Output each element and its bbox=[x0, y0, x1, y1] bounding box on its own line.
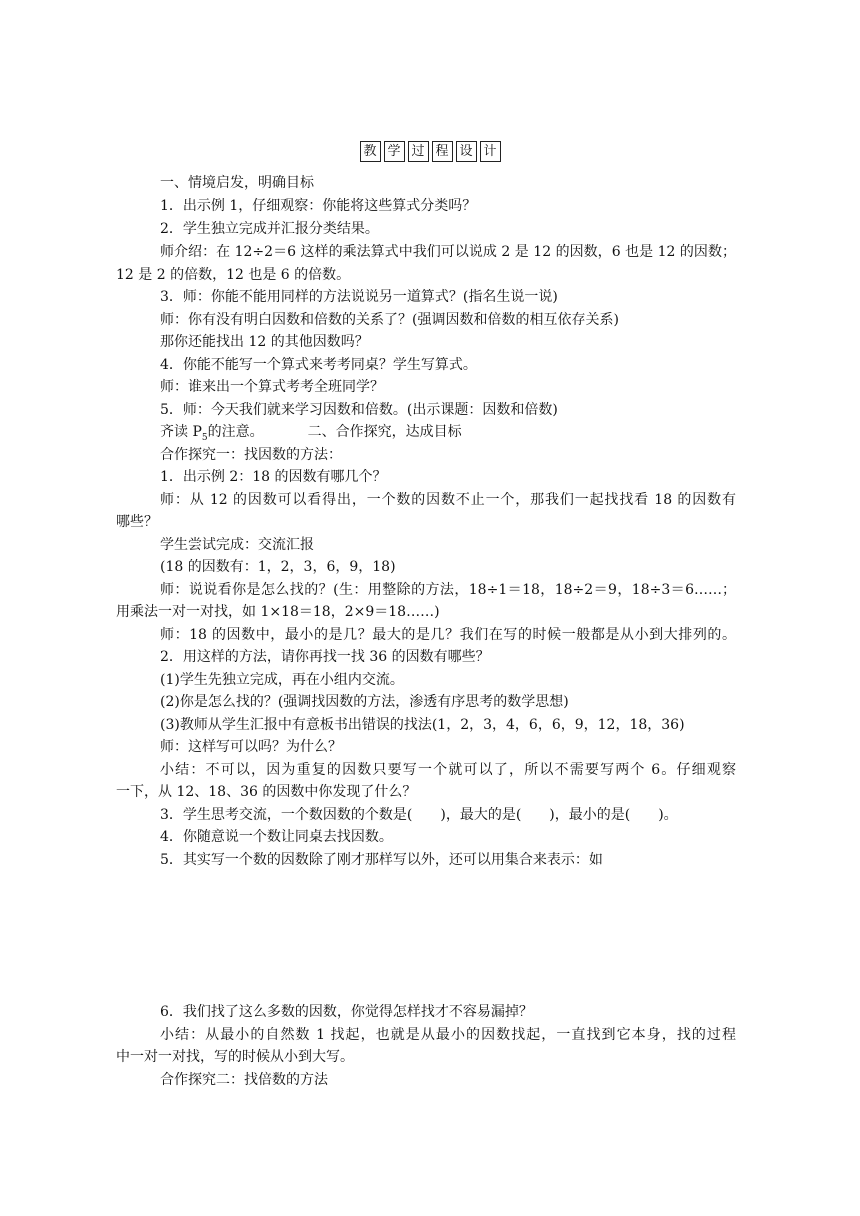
paragraph-line: (1)学生先独立完成，再在小组内交流。 bbox=[160, 672, 404, 688]
paragraph-line: 师：从 12 的因数可以看得出，一个数的因数不止一个，那我们一起找找看 18 的因数有 bbox=[160, 492, 736, 508]
paragraph-line: 2．学生独立完成并汇报分类结果。 bbox=[160, 221, 379, 237]
section-heading: 二、合作探究，达成目标 bbox=[307, 424, 462, 440]
paragraph-line: 4．你随意说一个数让同桌去找因数。 bbox=[160, 829, 393, 845]
subsection-heading: 合作探究二：找倍数的方法 bbox=[160, 1072, 328, 1088]
paragraph-line: 一下，从 12、18、36 的因数中你发现了什么？ bbox=[116, 784, 417, 800]
text-span: 的注意。 bbox=[207, 424, 264, 440]
paragraph-line: 4．你能不能写一个算式来考考同桌？学生写算式。 bbox=[160, 357, 477, 373]
paragraph-line: 那你还能找出 12 的其他因数吗？ bbox=[160, 334, 369, 350]
title-char: 教 bbox=[360, 141, 381, 162]
text-span: 齐读 P bbox=[160, 424, 202, 440]
title-char: 过 bbox=[408, 141, 429, 162]
paragraph-line: 2．用这样的方法，请你再找一找 36 的因数有哪些？ bbox=[160, 649, 490, 665]
title-char: 计 bbox=[480, 141, 501, 162]
page-title bbox=[0, 141, 860, 162]
paragraph-line: 6．我们找了这么多数的因数，你觉得怎样找才不容易漏掉？ bbox=[160, 1004, 533, 1020]
section-heading: 一、情境启发，明确目标 bbox=[160, 175, 314, 191]
paragraph-line: 哪些？ bbox=[116, 514, 158, 530]
title-char: 设 bbox=[456, 141, 477, 162]
paragraph-line: 师：18 的因数中，最小的是几？最大的是几？我们在写的时候一般都是从小到大排列的。 bbox=[160, 627, 736, 643]
paragraph-line: 师：说说看你是怎么找的？(生：用整除的方法，18÷1＝18，18÷2＝9，18÷3＝6……； bbox=[160, 582, 736, 598]
paragraph-line: (2)你是怎么找的？(强调找因数的方法，渗透有序思考的数学思想) bbox=[160, 694, 569, 710]
title-char: 程 bbox=[432, 141, 453, 162]
paragraph-line: 3．师：你能不能用同样的方法说说另一道算式？(指名生说一说) bbox=[160, 289, 558, 305]
paragraph-line: (18 的因数有：1，2，3，6，9，18) bbox=[160, 559, 396, 575]
paragraph-line: 师介绍：在 12÷2＝6 这样的乘法算式中我们可以说成 2 是 12 的因数，6 也是 12 的因数； bbox=[160, 244, 736, 260]
paragraph-line: 5．师：今天我们就来学习因数和倍数。(出示课题：因数和倍数) bbox=[160, 402, 558, 418]
paragraph-line: 小结：从最小的自然数 1 找起，也就是从最小的因数找起，一直找到它本身，找的过程 bbox=[160, 1027, 736, 1043]
paragraph-line: 1．出示例 2：18 的因数有哪几个？ bbox=[160, 469, 387, 485]
subsection-heading: 合作探究一：找因数的方法： bbox=[160, 447, 342, 463]
paragraph-line: 师：这样写可以吗？为什么？ bbox=[160, 739, 342, 755]
title-char: 学 bbox=[384, 141, 405, 162]
paragraph-line: 师：你有没有明白因数和倍数的关系了？(强调因数和倍数的相互依存关系) bbox=[160, 312, 619, 328]
paragraph-line: 小结：不可以，因为重复的因数只要写一个就可以了，所以不需要写两个 6。仔细观察 bbox=[160, 762, 736, 778]
paragraph-line: 师：谁来出一个算式考考全班同学？ bbox=[160, 379, 384, 395]
paragraph-line: 中一对一对找，写的时候从小到大写。 bbox=[116, 1049, 354, 1065]
paragraph-line: 5．其实写一个数的因数除了刚才那样写以外，还可以用集合来表示：如 bbox=[160, 852, 603, 868]
paragraph-line: 1．出示例 1，仔细观察：你能将这些算式分类吗？ bbox=[160, 198, 477, 214]
paragraph-line: 12 是 2 的倍数，12 也是 6 的倍数。 bbox=[116, 267, 351, 283]
paragraph-line: 3．学生思考交流，一个数因数的个数是( )，最大的是( )，最小的是( )。 bbox=[160, 807, 678, 823]
paragraph-line: 学生尝试完成：交流汇报 bbox=[160, 537, 314, 553]
paragraph-line: 用乘法一对一对找，如 1×18＝18，2×9＝18……) bbox=[116, 604, 440, 620]
subscript: 5 bbox=[201, 432, 208, 443]
paragraph-line: (3)教师从学生汇报中有意板书出错误的找法(1，2，3，4，6，6，9，12，18，36) bbox=[160, 717, 685, 733]
